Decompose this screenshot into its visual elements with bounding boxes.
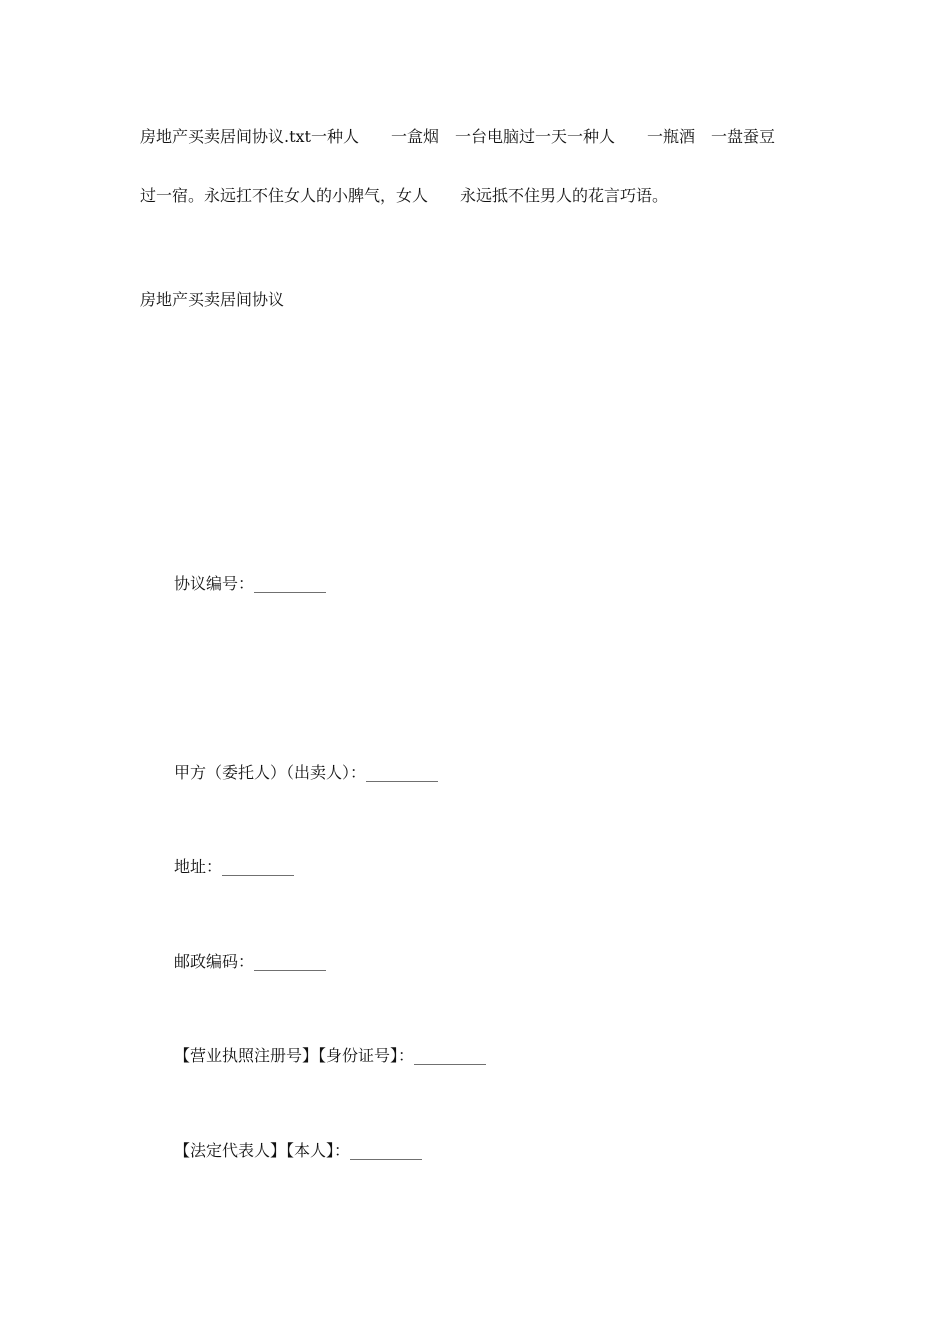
header-text-line-1: 房地产买卖居间协议.txt一种人 一盒烟 一台电脑过一天一种人 一瓶酒 一盘蚕豆 (140, 127, 775, 146)
field-party-a: 甲方（委托人）（出卖人）：_________ (174, 763, 439, 782)
field-agreement-number: 协议编号：_________ (174, 574, 327, 593)
document-title: 房地产买卖居间协议 (140, 290, 285, 309)
header-text-line-2: 过一宿。永远扛不住女人的小脾气，女人 永远抵不住男人的花言巧语。 (140, 186, 669, 205)
field-address: 地址：_________ (174, 857, 295, 876)
field-legal-representative: 【法定代表人】【本人】：_________ (174, 1141, 423, 1160)
field-license-id-number: 【营业执照注册号】【身份证号】：_________ (174, 1046, 487, 1065)
field-postal-code: 邮政编码：_________ (174, 952, 327, 971)
